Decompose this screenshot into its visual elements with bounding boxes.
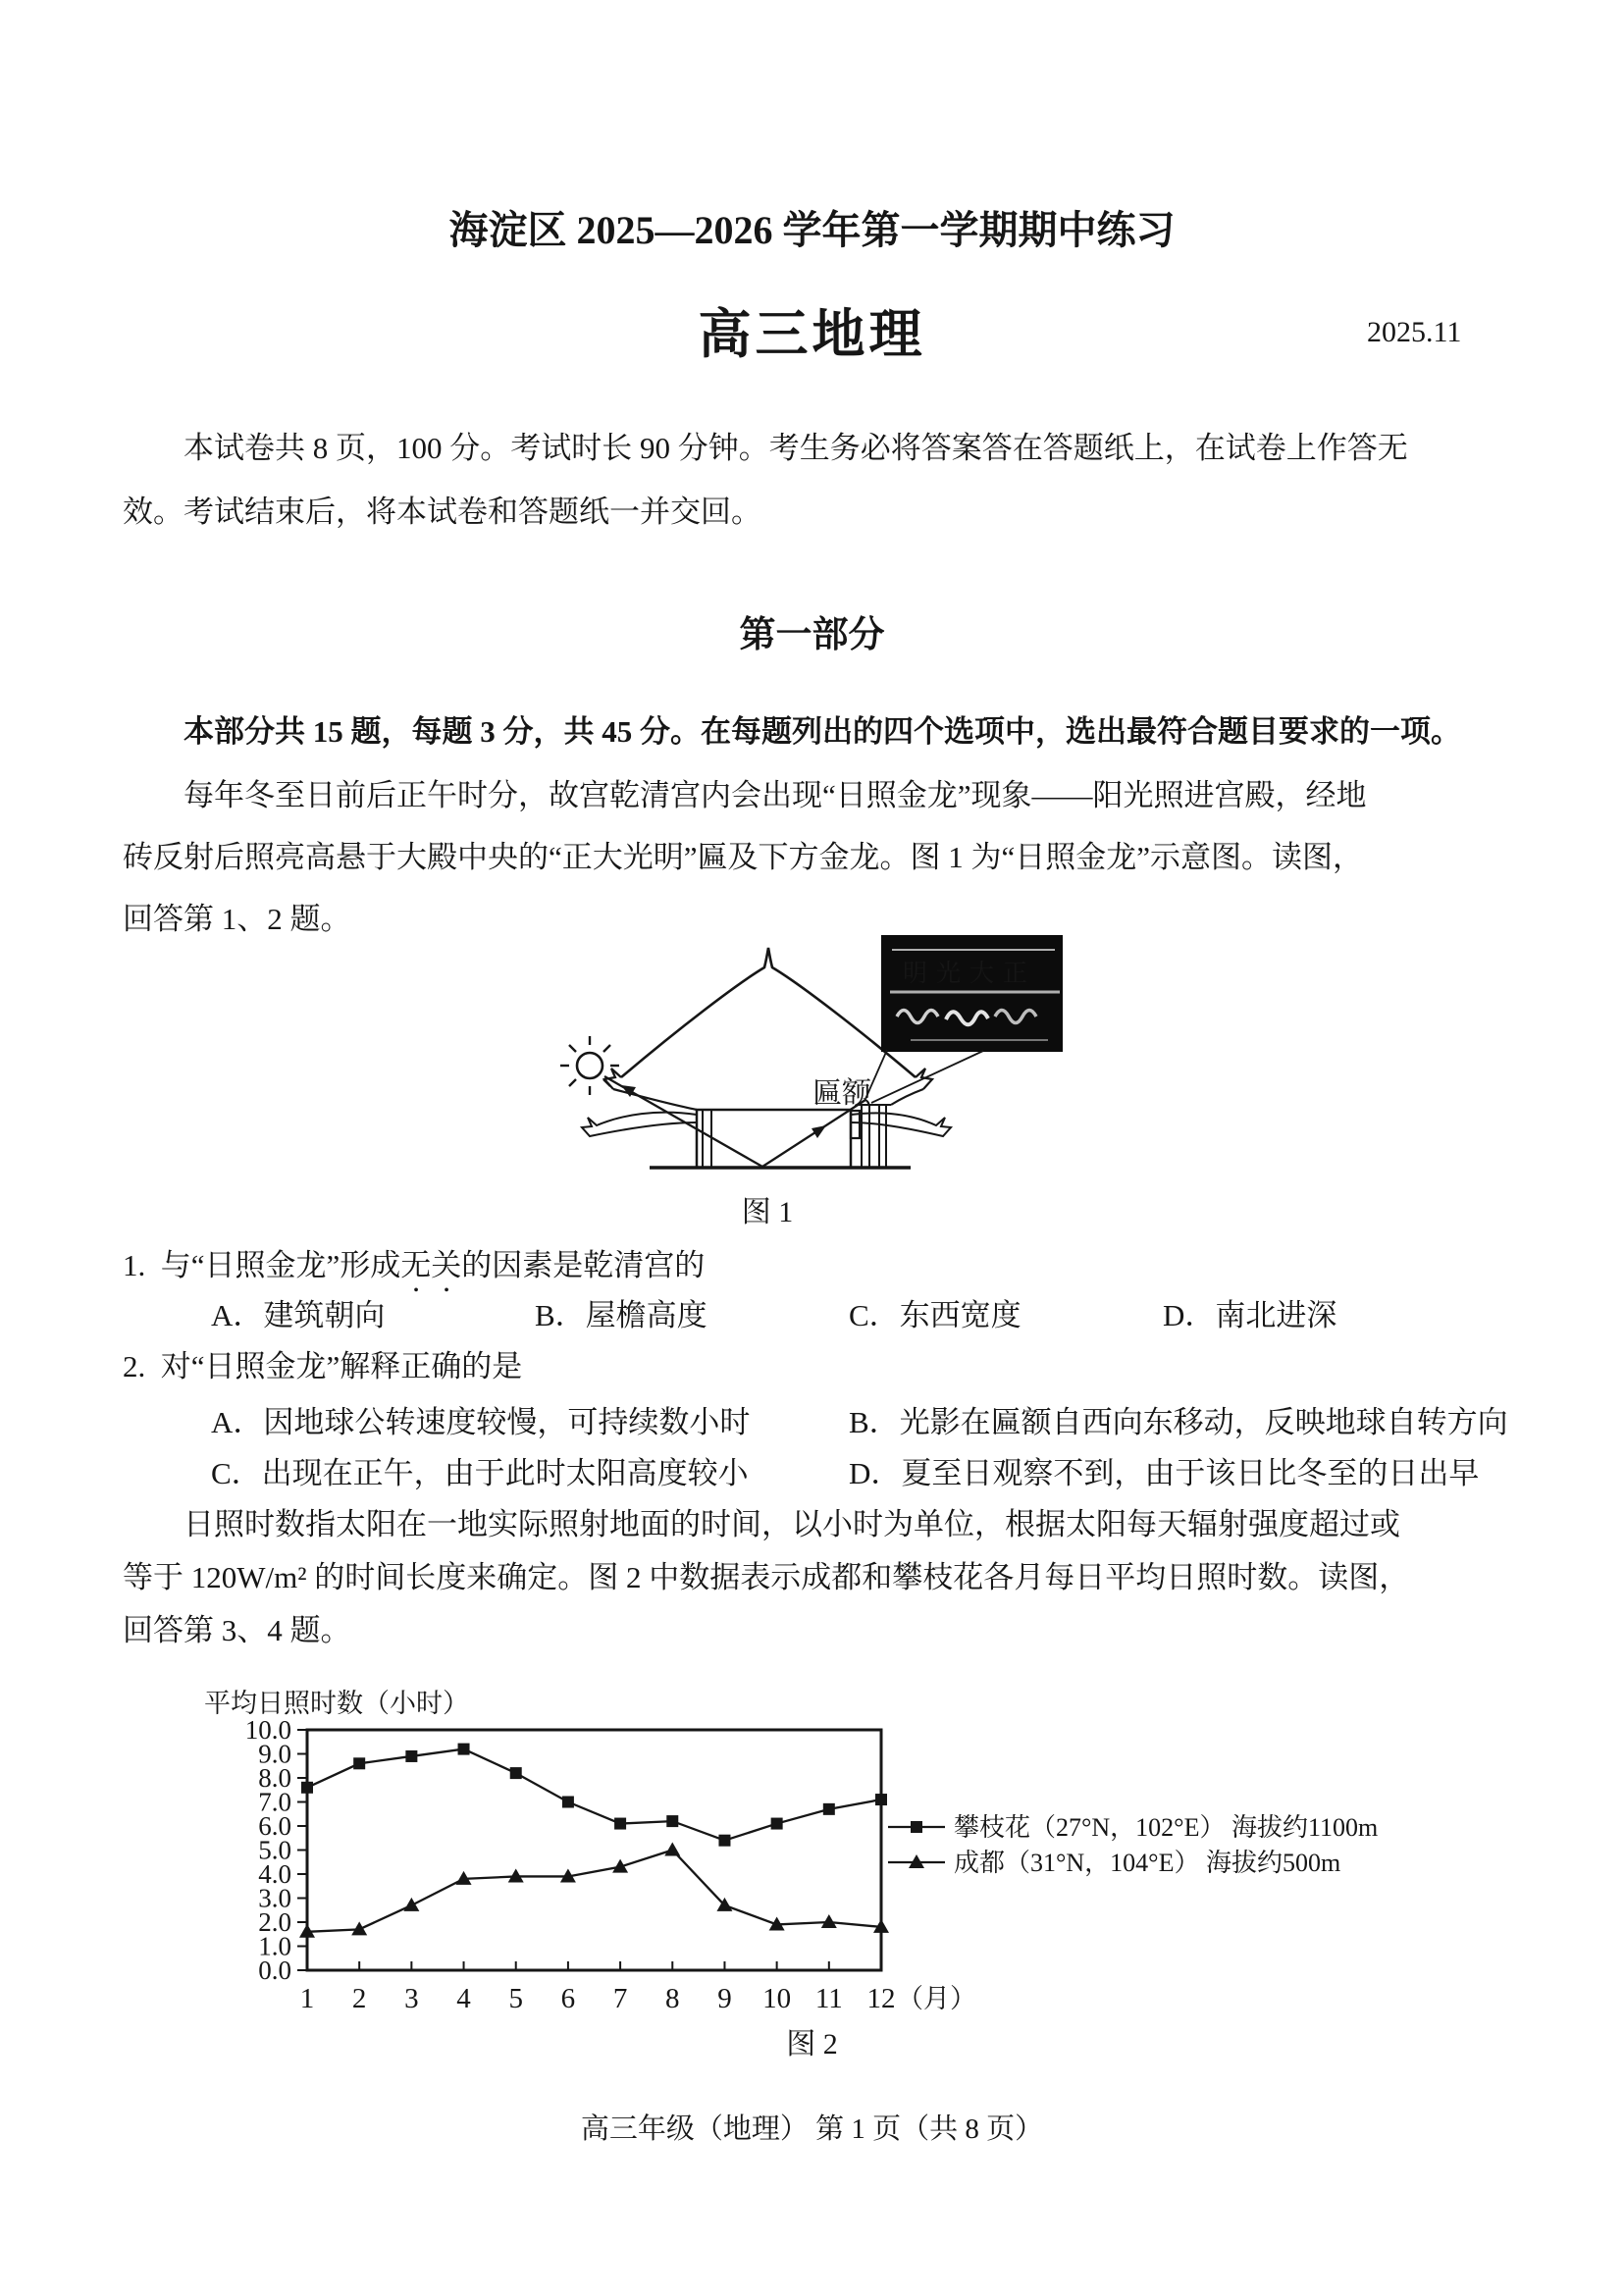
square-marker [875, 1794, 887, 1805]
plaque-photo-inset [881, 935, 1063, 1052]
square-marker [911, 1821, 922, 1833]
legend-label-成都: 成都（31°N，104°E） 海拔约500m [954, 1849, 1341, 1877]
x-tick-label: 11 [814, 1983, 843, 2014]
q1-option-b: B．屋檐高度 [535, 1298, 707, 1332]
square-marker [562, 1797, 574, 1808]
q2-option-a: A．因地球公转速度较慢，可持续数小时 [211, 1405, 751, 1439]
x-tick-label: 10 [762, 1983, 792, 2014]
y-tick-label: 0.0 [258, 1956, 291, 1985]
legend-label-攀枝花: 攀枝花（27°N，102°E） 海拔约1100m [954, 1813, 1379, 1842]
part1-intro: 本部分共 15 题，每题 3 分，共 45 分。在每题列出的四个选项中，选出最符合题目要求的一项。 [183, 714, 1461, 749]
square-marker [771, 1818, 783, 1830]
y-tick-label: 7.0 [258, 1787, 291, 1817]
passage1-line: 每年冬至日前后正午时分，故宫乾清宫内会出现“日照金龙”现象——阳光照进宫殿，经地 [183, 778, 1367, 812]
q1-option-a: A．建筑朝向 [211, 1298, 386, 1332]
square-marker [405, 1750, 417, 1762]
square-marker [666, 1815, 678, 1827]
page-title: 海淀区 2025—2026 学年第一学期期中练习 [448, 208, 1176, 252]
triangle-marker [351, 1921, 367, 1935]
plot-border [307, 1730, 881, 1970]
y-tick-label: 2.0 [258, 1907, 291, 1937]
q2-option-b: B．光影在匾额自西向东移动，反映地球自转方向 [849, 1405, 1508, 1439]
part1-heading: 第一部分 [739, 615, 885, 655]
y-tick-label: 10.0 [244, 1715, 291, 1745]
y-tick-label: 6.0 [258, 1811, 291, 1841]
sun-icon [560, 1036, 619, 1095]
passage1-line: 回答第 1、2 题。 [123, 902, 351, 936]
x-tick-label: 4 [456, 1983, 471, 2014]
x-tick-label: 2 [351, 1983, 367, 2014]
figure2-caption: 图 2 [786, 2028, 838, 2060]
q2-option-d: D．夏至日观察不到，由于该日比冬至的日出早 [849, 1456, 1480, 1490]
y-tick-label: 5.0 [258, 1835, 291, 1865]
lower-eave-right [851, 1113, 951, 1136]
y-tick-label: 8.0 [258, 1763, 291, 1793]
triangle-marker [821, 1914, 837, 1928]
q1-option-c: C．东西宽度 [849, 1298, 1022, 1332]
triangle-marker [403, 1898, 419, 1911]
passage2-line: 等于 120W/m² 的时间长度来确定。图 2 中数据表示成都和攀枝花各月每日平均日照时数。读图， [123, 1560, 1410, 1594]
subject-title: 高三地理 [698, 305, 926, 364]
q1-emphasized-word: 无关 [400, 1248, 462, 1282]
square-marker [718, 1835, 730, 1847]
series-line-成都 [307, 1851, 881, 1932]
figure1-caption: 图 1 [741, 1196, 794, 1228]
series-line-攀枝花 [307, 1749, 881, 1841]
reflected-ray-arrow [812, 1125, 826, 1138]
x-axis-unit: （月） [897, 1984, 976, 2013]
roof-outline [621, 948, 916, 1077]
square-marker [301, 1782, 313, 1794]
figure2-sunshine-chart [196, 1683, 1526, 2075]
x-tick-label: 5 [508, 1983, 523, 2014]
q1-post: 的因素是乾清宫的 [461, 1248, 706, 1282]
x-tick-label: 6 [560, 1983, 576, 2014]
q1-option-d: D．南北进深 [1163, 1298, 1337, 1332]
plaque-inset-text: 明光大正 [902, 961, 1037, 987]
exam-date: 2025.11 [1367, 316, 1462, 348]
square-marker [353, 1757, 365, 1769]
x-tick-label: 3 [404, 1983, 419, 2014]
q2-option-c: C．出现在正午，由于此时太阳高度较小 [211, 1456, 749, 1490]
q1-number: 1. [123, 1248, 146, 1282]
q2-text: 对“日照金龙”解释正确的是 [160, 1349, 523, 1383]
triangle-marker [664, 1843, 680, 1856]
x-tick-label: 1 [299, 1983, 315, 2014]
y-tick-label: 1.0 [258, 1931, 291, 1961]
x-tick-label: 8 [665, 1983, 680, 2014]
lower-eave-left [582, 1113, 697, 1136]
y-tick-label: 3.0 [258, 1883, 291, 1913]
x-tick-label: 9 [717, 1983, 732, 2014]
passage2-line: 回答第 3、4 题。 [123, 1613, 351, 1647]
question-1 [123, 1247, 705, 1299]
square-marker [510, 1767, 522, 1779]
x-tick-label: 12 [866, 1983, 896, 2014]
notice-line: 本试卷共 8 页，100 分。考试时长 90 分钟。考生务必将答案答在答题纸上，在试卷上作答无 [183, 431, 1408, 465]
square-marker [458, 1744, 470, 1755]
q2-number: 2. [123, 1349, 146, 1383]
x-tick-label: 7 [612, 1983, 628, 2014]
y-axis-title: 平均日照时数（小时） [204, 1689, 469, 1718]
square-marker [614, 1818, 626, 1830]
plaque-label: 匾额 [812, 1077, 871, 1110]
page-footer: 高三年级（地理） 第 1 页（共 8 页） [580, 2113, 1044, 2145]
passage1-line: 砖反射后照亮高悬于大殿中央的“正大光明”匾及下方金龙。图 1 为“日照金龙”示意图。读图， [123, 840, 1364, 874]
notice-line: 效。考试结束后，将本试卷和答题纸一并交回。 [123, 495, 761, 529]
y-tick-label: 9.0 [258, 1739, 291, 1769]
question-2 [123, 1348, 522, 1386]
square-marker [823, 1803, 835, 1815]
figure1-palace-diagram [422, 922, 1109, 1236]
q1-pre: 与“日照金龙”形成 [160, 1248, 401, 1282]
y-tick-label: 4.0 [258, 1859, 291, 1889]
passage2-line: 日照时数指太阳在一地实际照射地面的时间，以小时为单位，根据太阳每天辐射强度超过或 [183, 1507, 1400, 1541]
callout-line [871, 1051, 983, 1103]
